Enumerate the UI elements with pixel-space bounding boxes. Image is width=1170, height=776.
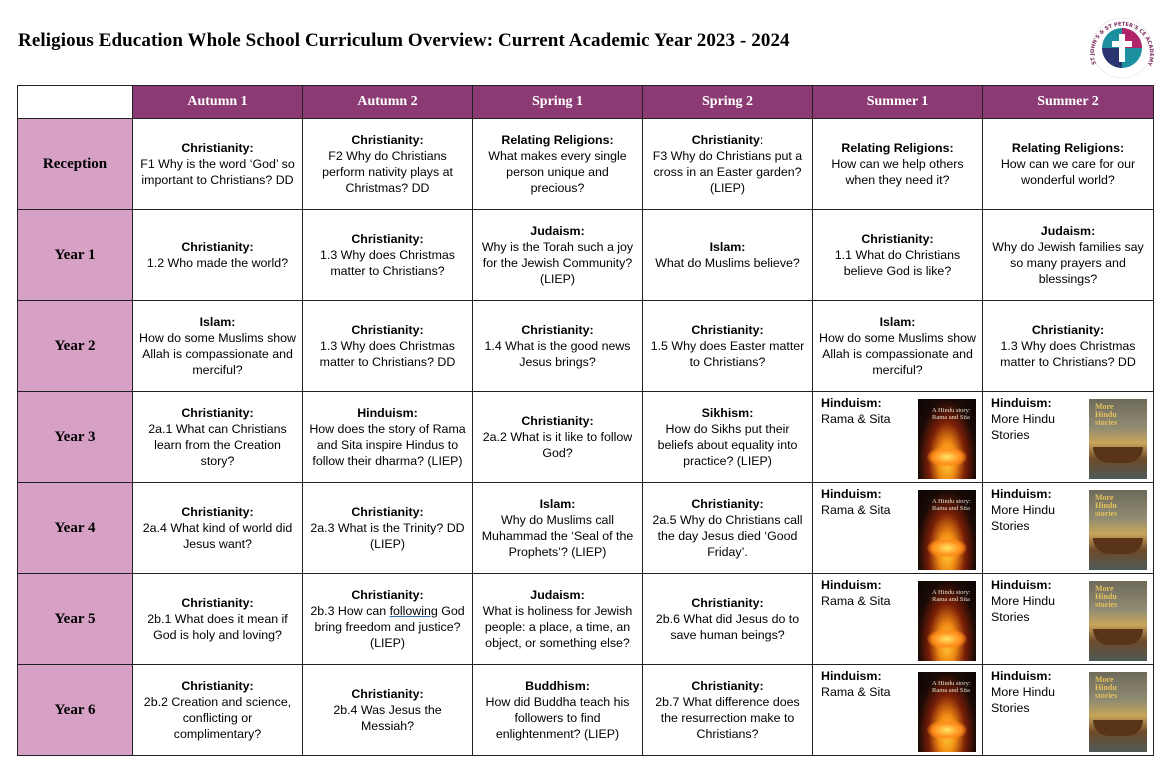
column-header-autumn-2: Autumn 2 xyxy=(303,86,473,119)
question-fragment: 2b.3 How can xyxy=(310,604,390,618)
unit-question: 2b.6 What did Jesus do to save human beings? xyxy=(655,612,800,642)
religion-label: Christianity: xyxy=(521,414,594,428)
row-header: Year 4 xyxy=(18,483,133,574)
book-cover-boat-icon xyxy=(1089,581,1147,661)
unit-cell-with-book xyxy=(813,392,983,483)
underlined-word: following xyxy=(389,604,438,618)
book-cover-title: More Hindu stories xyxy=(1095,584,1118,609)
religion-label: Christianity: xyxy=(181,240,254,254)
unit-cell-with-book xyxy=(983,665,1154,756)
religion-label: Hinduism: xyxy=(821,396,882,410)
unit-question: How can we care for our wonderful world? xyxy=(1000,157,1136,187)
book-cover-diwali-lamps-icon xyxy=(918,581,976,661)
religion-suffix: : xyxy=(759,133,764,147)
book-cover-title: A Hindu story: Rama and Sita xyxy=(932,589,971,603)
unit-title: More Hindu Stories xyxy=(991,503,1056,533)
book-cover-boat-icon xyxy=(1089,399,1147,479)
unit-question: How did Buddha teach his followers to find enlightenment? (LIEP) xyxy=(485,695,630,741)
unit-cell xyxy=(133,392,303,483)
unit-title: More Hindu Stories xyxy=(991,594,1056,624)
unit-cell-with-book xyxy=(813,574,983,665)
unit-question: Why do Muslims call Muhammad the ‘Seal of the Prophets’? (LIEP) xyxy=(481,513,634,559)
table-row xyxy=(18,210,1154,301)
religion-label: Christianity: xyxy=(181,505,254,519)
unit-question: 1.1 What do Christians believe God is like? xyxy=(834,248,961,278)
religion-label: Hinduism: xyxy=(991,578,1052,592)
book-cover-title: A Hindu story: Rama and Sita xyxy=(932,498,971,512)
unit-question: How do Sikhs put their beliefs about equality into practice? (LIEP) xyxy=(657,422,798,468)
religion-label: Buddhism: xyxy=(525,679,590,693)
religion-label: Christianity: xyxy=(351,232,424,246)
boat-illustration xyxy=(1093,447,1143,463)
unit-cell-with-book xyxy=(813,665,983,756)
unit-cell xyxy=(133,301,303,392)
unit-title: Rama & Sita xyxy=(821,412,891,426)
unit-cell xyxy=(473,483,643,574)
book-cover-title: More Hindu stories xyxy=(1095,675,1118,700)
book-cover-diwali-lamps-icon xyxy=(918,672,976,752)
column-header-autumn-1: Autumn 1 xyxy=(133,86,303,119)
unit-question: 2b.1 What does it mean if God is holy and loving? xyxy=(147,612,288,642)
unit-question: How can we help others when they need it? xyxy=(831,157,964,187)
unit-cell xyxy=(133,119,303,210)
header-row xyxy=(18,86,1154,119)
religion-label: Christianity: xyxy=(351,133,424,147)
unit-question: F1 Why is the word ‘God’ so important to Christians? DD xyxy=(140,157,295,187)
page-title: Religious Education Whole School Curriculum Overview: Current Academic Year 2023 - 2024 xyxy=(18,30,790,51)
column-header-summer-1: Summer 1 xyxy=(813,86,983,119)
unit-cell xyxy=(133,574,303,665)
religion-label: Judaism: xyxy=(530,224,585,238)
book-cover-boat-icon xyxy=(1089,672,1147,752)
row-header: Year 1 xyxy=(18,210,133,301)
religion-label: Relating Religions: xyxy=(841,141,954,155)
unit-cell xyxy=(303,392,473,483)
lamp-glow xyxy=(927,538,967,558)
corner-cell xyxy=(18,86,133,119)
religion-label: Islam: xyxy=(199,315,236,329)
religion-label: Christianity: xyxy=(181,596,254,610)
book-cover-boat-icon xyxy=(1089,490,1147,570)
religion-label: Hinduism: xyxy=(821,578,882,592)
religion-label: Hinduism: xyxy=(357,406,418,420)
unit-cell xyxy=(643,210,813,301)
unit-cell-with-book xyxy=(983,392,1154,483)
religion-label: Christianity: xyxy=(181,141,254,155)
table-row xyxy=(18,301,1154,392)
religion-label: Christianity: xyxy=(691,596,764,610)
row-header: Year 5 xyxy=(18,574,133,665)
unit-question: 1.3 Why does Christmas matter to Christians? DD xyxy=(1000,339,1136,369)
unit-cell xyxy=(643,392,813,483)
unit-cell xyxy=(813,119,983,210)
unit-cell xyxy=(303,210,473,301)
boat-illustration xyxy=(1093,538,1143,554)
row-header: Reception xyxy=(18,119,133,210)
religion-label: Christianity: xyxy=(351,588,424,602)
unit-cell xyxy=(473,301,643,392)
religion-label: Hinduism: xyxy=(991,396,1052,410)
unit-cell xyxy=(983,210,1154,301)
religion-label: Christianity: xyxy=(521,323,594,337)
unit-cell xyxy=(303,574,473,665)
unit-cell xyxy=(643,665,813,756)
religion-label: Christianity: xyxy=(351,687,424,701)
unit-title: Rama & Sita xyxy=(821,503,891,517)
unit-cell xyxy=(303,665,473,756)
unit-cell xyxy=(473,665,643,756)
unit-question: 2b.2 Creation and science, conflicting or complimentary? xyxy=(143,695,292,741)
curriculum-table xyxy=(17,85,1154,756)
unit-question: What do Muslims believe? xyxy=(655,256,800,270)
book-cover-title: More Hindu stories xyxy=(1095,493,1118,518)
unit-cell xyxy=(473,574,643,665)
lamp-glow xyxy=(927,720,967,740)
religion-label xyxy=(649,132,806,148)
religion-label: Relating Religions: xyxy=(1011,141,1125,155)
lamp-glow xyxy=(927,447,967,467)
unit-question: 2a.3 What is the Trinity? DD (LIEP) xyxy=(310,521,465,551)
unit-cell xyxy=(473,210,643,301)
unit-cell xyxy=(133,665,303,756)
unit-question: 2b.7 What difference does the resurrection make to Christians? xyxy=(655,695,800,741)
unit-cell xyxy=(303,119,473,210)
religion-label: Hinduism: xyxy=(991,487,1052,501)
religion-label: Sikhism: xyxy=(701,406,754,420)
column-header-spring-2: Spring 2 xyxy=(643,86,813,119)
unit-cell xyxy=(473,392,643,483)
unit-question: F3 Why do Christians put a cross in an Easter garden? (LIEP) xyxy=(652,149,803,195)
unit-question: F2 Why do Christians perform nativity plays at Christmas? DD xyxy=(322,149,453,195)
unit-question xyxy=(309,603,466,651)
book-cover-title: A Hindu story: Rama and Sita xyxy=(932,407,971,421)
unit-question: 2a.2 What is it like to follow God? xyxy=(482,430,633,460)
unit-question: How do some Muslims show Allah is compassionate and merciful? xyxy=(139,331,296,377)
religion-label: Hinduism: xyxy=(821,487,882,501)
unit-question: 1.3 Why does Christmas matter to Christians? DD xyxy=(319,339,456,369)
religion-label: Christianity: xyxy=(1031,323,1105,337)
school-logo xyxy=(1086,12,1158,84)
table-row xyxy=(18,574,1154,665)
unit-cell xyxy=(303,301,473,392)
religion-label: Hinduism: xyxy=(991,669,1052,683)
logo-ring-text: ST JOHN'S & ST PETER'S CE ACADEMY xyxy=(1089,21,1155,67)
unit-title: More Hindu Stories xyxy=(991,412,1056,442)
unit-cell xyxy=(813,301,983,392)
religion-label: Hinduism: xyxy=(821,669,882,683)
religion-label: Islam: xyxy=(709,240,746,254)
unit-title: Rama & Sita xyxy=(821,685,891,699)
religion-label: Judaism: xyxy=(1040,224,1096,238)
table-row xyxy=(18,392,1154,483)
religion-label: Relating Religions: xyxy=(501,133,614,147)
unit-question: 2a.1 What can Christians learn from the Creation story? xyxy=(148,422,287,468)
religion-label: Christianity: xyxy=(691,497,764,511)
religion-label: Islam: xyxy=(879,315,916,329)
book-cover-diwali-lamps-icon xyxy=(918,399,976,479)
religion-label: Christianity: xyxy=(691,323,764,337)
unit-question: 2b.4 Was Jesus the Messiah? xyxy=(333,703,442,733)
boat-illustration xyxy=(1093,629,1143,645)
book-cover-title: More Hindu stories xyxy=(1095,402,1118,427)
religion-label: Christianity: xyxy=(691,679,764,693)
unit-cell xyxy=(643,483,813,574)
unit-question: 2a.4 What kind of world did Jesus want? xyxy=(142,521,293,551)
row-header: Year 6 xyxy=(18,665,133,756)
unit-question: How does the story of Rama and Sita inspire Hindus to follow their dharma? (LIEP) xyxy=(309,422,466,468)
religion-label: Christianity: xyxy=(181,679,254,693)
religion-name: Christianity xyxy=(691,133,760,147)
column-header-summer-2: Summer 2 xyxy=(983,86,1154,119)
unit-question: 1.3 Why does Christmas matter to Christians? xyxy=(320,248,455,278)
unit-question: 1.4 What is the good news Jesus brings? xyxy=(484,339,631,369)
unit-question: 1.5 Why does Easter matter to Christians? xyxy=(650,339,805,369)
unit-question: What makes every single person unique and precious? xyxy=(488,149,627,195)
unit-cell xyxy=(133,210,303,301)
unit-cell xyxy=(473,119,643,210)
boat-illustration xyxy=(1093,720,1143,736)
religion-label: Christianity: xyxy=(181,406,254,420)
unit-cell-with-book xyxy=(813,483,983,574)
lamp-glow xyxy=(927,629,967,649)
unit-title: Rama & Sita xyxy=(821,594,891,608)
unit-cell xyxy=(133,483,303,574)
unit-question: Why do Jewish families say so many prayers and blessings? xyxy=(992,240,1144,286)
unit-cell xyxy=(643,574,813,665)
religion-label: Islam: xyxy=(539,497,576,511)
unit-cell xyxy=(813,210,983,301)
unit-cell xyxy=(643,301,813,392)
unit-cell-with-book xyxy=(983,483,1154,574)
religion-label: Christianity: xyxy=(351,323,424,337)
column-header-spring-1: Spring 1 xyxy=(473,86,643,119)
question-fragment: God bring freedom and justice? (LIEP) xyxy=(314,604,465,650)
unit-question: Why is the Torah such a joy for the Jewish Community? (LIEP) xyxy=(481,240,634,286)
unit-title: More Hindu Stories xyxy=(991,685,1056,715)
table-row xyxy=(18,119,1154,210)
unit-question: 1.2 Who made the world? xyxy=(146,256,289,270)
unit-cell xyxy=(983,301,1154,392)
book-cover-title: A Hindu story: Rama and Sita xyxy=(932,680,971,694)
row-header: Year 3 xyxy=(18,392,133,483)
unit-question: 2a.5 Why do Christians call the day Jesus died ‘Good Friday’. xyxy=(652,513,803,559)
religion-label: Judaism: xyxy=(530,588,585,602)
table-row xyxy=(18,483,1154,574)
unit-cell xyxy=(983,119,1154,210)
table-row xyxy=(18,665,1154,756)
religion-label: Christianity: xyxy=(861,232,934,246)
unit-question: How do some Muslims show Allah is compassionate and merciful? xyxy=(819,331,976,377)
religion-label: Christianity: xyxy=(351,505,424,519)
unit-cell-with-book xyxy=(983,574,1154,665)
row-header: Year 2 xyxy=(18,301,133,392)
book-cover-diwali-lamps-icon xyxy=(918,490,976,570)
unit-cell xyxy=(643,119,813,210)
unit-question: What is holiness for Jewish people: a place, a time, an object, or something else? xyxy=(482,604,633,650)
unit-cell xyxy=(303,483,473,574)
